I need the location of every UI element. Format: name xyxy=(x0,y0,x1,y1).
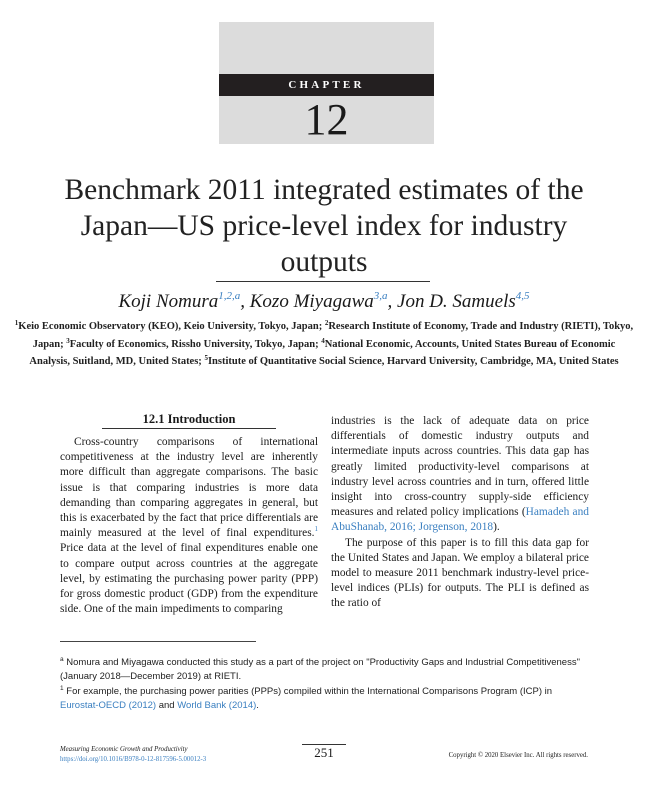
affiliation-mark: 2 xyxy=(324,319,329,327)
body-text: industries is the lack of adequate data on price differentials of domestic industry outputs and intermediate inputs across countries. This data gap has greatly limited productivity-level comparisons at industry level across countries and in turn, offered little insight into cross-country supply-side efficiency measures and related policy implications ( xyxy=(331,415,589,519)
affiliation-mark: 4 xyxy=(321,336,325,345)
affiliation-mark: 3 xyxy=(66,336,70,345)
author-list xyxy=(30,288,618,316)
affiliation: Research Institute of Economy, Trade and Industry (RIETI), Tokyo, Japan; xyxy=(32,321,634,350)
footnote-1 xyxy=(60,685,590,712)
body-paragraph-continued xyxy=(331,414,589,536)
affiliation: Institute of Quantitative Social Science, Harvard University, Cambridge, MA, United States xyxy=(207,356,619,367)
footer-left xyxy=(60,745,300,765)
author-name[interactable]: Koji Nomura xyxy=(118,291,219,312)
section-heading: 12.1 Introduction xyxy=(142,412,236,426)
footnote-text: . xyxy=(256,699,259,711)
footnote-mark: 1 xyxy=(60,685,64,692)
author-separator: , xyxy=(387,291,398,312)
author-marks[interactable]: 3,a xyxy=(373,290,388,302)
affiliation-mark: 1 xyxy=(14,319,19,327)
body-paragraph: The purpose of this paper is to fill this data gap for the United States and Japan. We employ a bilateral price model to measure 2011 benchmark industry-level price-level indices (PLIs) for outputs. The PLI is defined as the ratio of xyxy=(331,536,589,610)
affiliation: Keio Economic Observatory (KEO), Keio University, Tokyo, Japan; xyxy=(18,321,325,332)
affiliations xyxy=(14,318,634,371)
affiliation: National Economic, Accounts, United States Bureau of Economic Analysis, Suitland, MD, United States; xyxy=(29,338,616,367)
chapter-title: Benchmark 2011 integrated estimates of the Japan—US price-level index for industry outputs xyxy=(64,174,584,278)
footnote-a xyxy=(60,656,590,683)
footnote-text: For example, the purchasing power parities (PPPs) compiled within the International Comparisons Program (ICP) in xyxy=(63,686,553,697)
citation-link[interactable]: Eurostat-OECD (2012) xyxy=(60,699,157,711)
body-text: ). xyxy=(493,521,500,534)
footnote-divider xyxy=(60,641,256,642)
chapter-number: 12 xyxy=(304,95,349,144)
affiliation: Faculty of Economics, Rissho University, Tokyo, Japan; xyxy=(69,338,322,350)
body-paragraph xyxy=(60,435,318,617)
book-title: Measuring Economic Growth and Productivity xyxy=(60,746,188,753)
citation-link[interactable]: Hamadeh and AbuShanab, 2016; Jorgenson, 2018 xyxy=(331,506,589,534)
doi-link[interactable]: https://doi.org/10.1016/B978-0-12-817596-5.00012-3 xyxy=(60,756,207,763)
page-number: 251 xyxy=(314,745,334,760)
author-name[interactable]: Jon D. Samuels xyxy=(397,291,516,312)
footnote-mark: a xyxy=(60,656,64,663)
footnote-ref[interactable]: 1 xyxy=(314,525,318,534)
footnote-text: and xyxy=(156,699,178,711)
body-text: Cross-country comparisons of international competitiveness at the industry level are inherently more difficult than aggregate comparisons. The basic issue is that comparing industries is more data demanding than comparing aggregates in general, but this is exacerbated by the fact that price differentials are mainly measured at the level of final expenditures. xyxy=(60,436,318,540)
author-separator: , xyxy=(240,291,250,312)
author-name[interactable]: Kozo Miyagawa xyxy=(249,291,374,312)
footnote-text: Nomura and Miyagawa conducted this study as a part of the project on "Productivity Gaps and Industrial Competitiveness" (January 2018—December 2019) at RIETI. xyxy=(60,657,580,682)
copyright: Copyright © 2020 Elsevier Inc. All rights reserved. xyxy=(448,752,588,759)
body-column-right xyxy=(331,414,589,612)
author-marks[interactable]: 1,2,a xyxy=(218,290,241,302)
chapter-label: CHAPTER xyxy=(288,79,365,91)
title-underline xyxy=(216,281,430,282)
body-text: Price data at the level of final expenditures enable one to compare output across countries at the aggregate level, by estimating the purchasing power parity (PPP) for gross domestic product (GDP) from the expenditure side. One of the main impediments to comparing xyxy=(60,542,318,616)
body-column-left xyxy=(60,435,318,617)
affiliation-mark: 5 xyxy=(204,354,208,362)
section-underline xyxy=(102,428,276,429)
author-marks[interactable]: 4,5 xyxy=(515,290,530,302)
citation-link[interactable]: World Bank (2014) xyxy=(177,699,257,711)
